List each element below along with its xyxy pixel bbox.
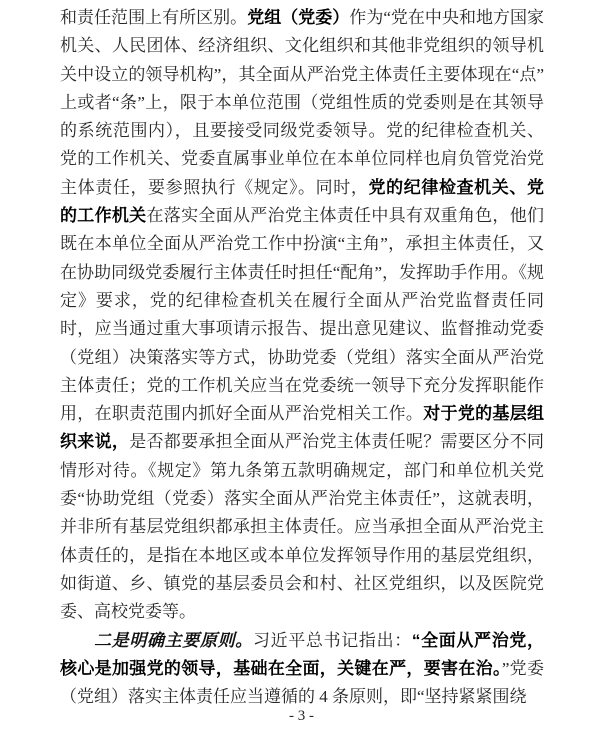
text-run: 是否都要承担全面从严治党主体责任呢？需要区分不同情形对待。《规定》第九条第五款明确规定，部门和单位机关党委“协助党组（党委）落实全面从严治党主体责任”，这就表明，并非所有基层党组织都承担主体责任。应当承担全面从严治党主体责任的，是指在本地区或本单位发挥领导作用的基层党组织，如街道、乡、镇党的基层委员会和村、社区党组织，以及医院党委、高校党委等。 [60, 432, 545, 622]
paragraph-continuation [60, 4, 544, 627]
text-run-leadin: 二是明确主要原则。 [94, 630, 253, 650]
text-run-emphasis: 党组（党委） [247, 8, 350, 27]
text-run: 和责任范围上有所区别。 [60, 8, 248, 27]
text-run-emphasis: 党的纪律检查机关、党的工作机关 [60, 177, 544, 226]
text-run: 作为“党在中央和地方国家机关、人民团体、经济组织、文化组织和其他非党组织的领导机关中设立的领导机构”，其全面从严治党主体责任主要体现在“点”上或者“条”上，限于本单位范围（党组性质的党委则是在其领导的系统范围内），且要接受同级党委领导。党的纪律检查机关、党的工作机关、党委直属事业单位在本单位同样也肩负管党治党主体责任，要参照执行《规定》。同时， [60, 8, 545, 197]
text-run: 习近平总书记指出： [252, 630, 412, 650]
page-number: - 3 - [289, 708, 314, 724]
document-text-block [60, 4, 544, 711]
text-run-quote: “全面从严治党，核心是加强党的领导，基础在全面，关键在严，要害在治。 [60, 630, 545, 678]
text-run: 在落实全面从严治党主体责任中具有双重角色，他们既在本单位全面从严治党工作中扮演“主角”，承担主体责任，又在协助同级党委履行主体责任时担任“配角”，发挥助手作用。《规定》要求，党的纪律检查机关在履行全面从严治党监督责任同时，应当通过重大事项请示报告、提出意见建议、监督推动党委（党组）决策落实等方式，协助党委（党组）落实全面从严治党主体责任；党的工作机关应当在党委统一领导下充分发挥职能作用，在职责范围内抓好全面从严治党相关工作。 [60, 206, 545, 424]
paragraph-second-principle [60, 627, 544, 712]
text-run-emphasis: 对于党的基层组织来说， [60, 404, 545, 452]
text-run: ”党委（党组）落实主体责任应当遵循的 4 条原则，即“坚持紧紧围绕 [60, 658, 544, 707]
